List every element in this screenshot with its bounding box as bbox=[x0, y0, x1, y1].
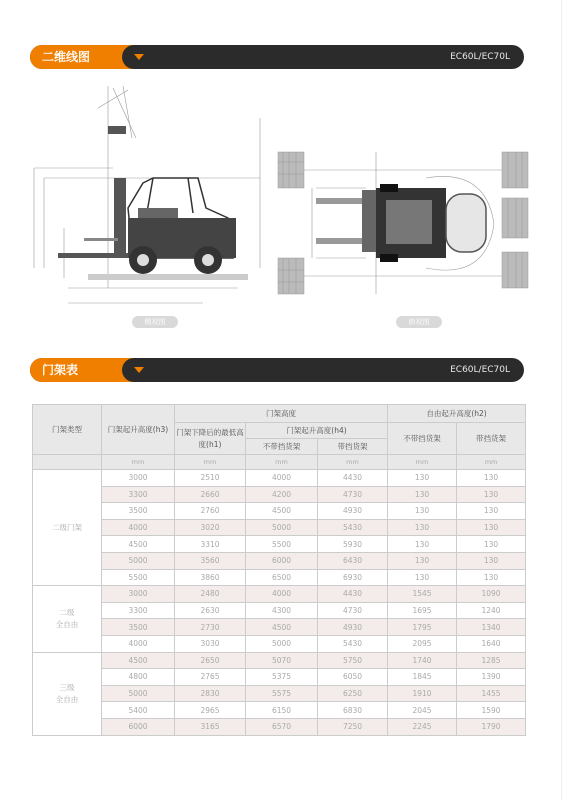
table-cell: 1740 bbox=[388, 652, 457, 669]
table-cell: 1910 bbox=[388, 685, 457, 702]
table-row bbox=[33, 669, 526, 686]
table-cell: 4000 bbox=[246, 470, 318, 487]
table-cell: 1640 bbox=[457, 635, 526, 652]
table-cell: 5000 bbox=[102, 552, 175, 569]
table-cell: 4730 bbox=[318, 602, 388, 619]
table-cell: 2760 bbox=[175, 503, 246, 520]
table-row bbox=[33, 519, 526, 536]
table-cell: 4930 bbox=[318, 503, 388, 520]
table-cell: 3000 bbox=[102, 586, 175, 603]
table-cell: 3300 bbox=[102, 602, 175, 619]
table-cell: 4430 bbox=[318, 586, 388, 603]
table-cell: 1695 bbox=[388, 602, 457, 619]
table-cell: 6430 bbox=[318, 552, 388, 569]
table-cell: 4500 bbox=[102, 652, 175, 669]
chevron-down-icon bbox=[134, 367, 144, 373]
table-cell: 5400 bbox=[102, 702, 175, 719]
table-cell: 2095 bbox=[388, 635, 457, 652]
table-cell: 130 bbox=[457, 503, 526, 520]
unit-cell: mm bbox=[457, 455, 526, 470]
header-h4: 门架起升高度(h4) bbox=[246, 423, 388, 439]
side-view-drawing bbox=[28, 78, 278, 308]
table-row bbox=[33, 503, 526, 520]
table-cell: 130 bbox=[388, 569, 457, 586]
table-cell: 6000 bbox=[102, 718, 175, 735]
table-cell: 6050 bbox=[318, 669, 388, 686]
table-cell: 2045 bbox=[388, 702, 457, 719]
model-label: EC60L/EC70L bbox=[450, 365, 510, 375]
mast-type-cell: 二级门架 bbox=[33, 470, 102, 586]
table-cell: 3560 bbox=[175, 552, 246, 569]
table-cell: 5000 bbox=[246, 635, 318, 652]
side-view-caption: 侧视图 bbox=[132, 316, 178, 328]
table-cell: 5500 bbox=[102, 569, 175, 586]
unit-cell: mm bbox=[175, 455, 246, 470]
table-cell: 6930 bbox=[318, 569, 388, 586]
table-cell: 6500 bbox=[246, 569, 318, 586]
chevron-down-icon bbox=[134, 54, 144, 60]
table-cell: 1240 bbox=[457, 602, 526, 619]
table-cell: 1090 bbox=[457, 586, 526, 603]
table-row bbox=[33, 586, 526, 603]
table-body bbox=[33, 470, 526, 736]
table-cell: 4800 bbox=[102, 669, 175, 686]
header-free-lift: 自由起升高度(h2) bbox=[388, 405, 526, 423]
table-cell: 3300 bbox=[102, 486, 175, 503]
table-cell: 1455 bbox=[457, 685, 526, 702]
table-cell: 3020 bbox=[175, 519, 246, 536]
table-cell: 5430 bbox=[318, 519, 388, 536]
mast-table bbox=[32, 404, 526, 736]
table-cell: 4200 bbox=[246, 486, 318, 503]
table-cell: 4730 bbox=[318, 486, 388, 503]
table-cell: 130 bbox=[457, 536, 526, 553]
header-h1: 门架下降后的最低高度(h1) bbox=[175, 423, 246, 455]
table-cell: 4000 bbox=[246, 586, 318, 603]
table-cell: 1590 bbox=[457, 702, 526, 719]
table-cell: 4430 bbox=[318, 470, 388, 487]
table-cell: 1790 bbox=[457, 718, 526, 735]
table-cell: 2965 bbox=[175, 702, 246, 719]
table-cell: 4300 bbox=[246, 602, 318, 619]
table-cell: 130 bbox=[388, 519, 457, 536]
table-row bbox=[33, 635, 526, 652]
table-cell: 2730 bbox=[175, 619, 246, 636]
table-cell: 1390 bbox=[457, 669, 526, 686]
table-cell: 2510 bbox=[175, 470, 246, 487]
table-cell: 130 bbox=[388, 552, 457, 569]
table-row bbox=[33, 470, 526, 487]
table-row bbox=[33, 685, 526, 702]
table-cell: 5070 bbox=[246, 652, 318, 669]
section-title: 二维线图 bbox=[30, 45, 142, 69]
mast-type-cell: 三级 全自由 bbox=[33, 652, 102, 735]
table-cell: 130 bbox=[457, 519, 526, 536]
table-row bbox=[33, 619, 526, 636]
top-view-drawing bbox=[276, 148, 532, 298]
table-row bbox=[33, 569, 526, 586]
page-edge-line bbox=[561, 0, 562, 800]
table-cell: 4930 bbox=[318, 619, 388, 636]
table-cell: 2830 bbox=[175, 685, 246, 702]
unit-cell: mm bbox=[318, 455, 388, 470]
table-cell: 6000 bbox=[246, 552, 318, 569]
header-mast-type: 门架类型 bbox=[33, 405, 102, 455]
table-cell: 4500 bbox=[246, 503, 318, 520]
top-view-caption: 俯视图 bbox=[396, 316, 442, 328]
table-cell: 5000 bbox=[246, 519, 318, 536]
table-cell: 4500 bbox=[102, 536, 175, 553]
table-cell: 3310 bbox=[175, 536, 246, 553]
unit-cell: mm bbox=[102, 455, 175, 470]
table-cell: 1545 bbox=[388, 586, 457, 603]
unit-cell: mm bbox=[388, 455, 457, 470]
table-cell: 2650 bbox=[175, 652, 246, 669]
table-cell: 130 bbox=[388, 503, 457, 520]
table-row bbox=[33, 602, 526, 619]
table-row bbox=[33, 486, 526, 503]
table-cell: 3860 bbox=[175, 569, 246, 586]
table-cell: 1285 bbox=[457, 652, 526, 669]
table-cell: 130 bbox=[457, 470, 526, 487]
table-cell: 5375 bbox=[246, 669, 318, 686]
table-cell: 6830 bbox=[318, 702, 388, 719]
header-h4-guard: 带挡货架 bbox=[318, 439, 388, 455]
table-cell: 7250 bbox=[318, 718, 388, 735]
table-cell: 2630 bbox=[175, 602, 246, 619]
table-cell: 3500 bbox=[102, 503, 175, 520]
header-h3: 门架起升高度(h3) bbox=[102, 405, 175, 455]
table-cell: 3165 bbox=[175, 718, 246, 735]
section-header-mast-table bbox=[30, 358, 524, 382]
table-row bbox=[33, 702, 526, 719]
unit-cell: mm bbox=[246, 455, 318, 470]
table-cell: 1845 bbox=[388, 669, 457, 686]
model-label: EC60L/EC70L bbox=[450, 52, 510, 62]
table-cell: 6150 bbox=[246, 702, 318, 719]
table-cell: 130 bbox=[388, 486, 457, 503]
table-cell: 2660 bbox=[175, 486, 246, 503]
table-cell: 3000 bbox=[102, 470, 175, 487]
section-title: 门架表 bbox=[30, 358, 142, 382]
header-free-guard: 带挡货架 bbox=[457, 423, 526, 455]
table-cell: 5575 bbox=[246, 685, 318, 702]
table-cell: 130 bbox=[457, 552, 526, 569]
table-cell: 4000 bbox=[102, 519, 175, 536]
table-cell: 1340 bbox=[457, 619, 526, 636]
table-cell: 5500 bbox=[246, 536, 318, 553]
header-h4-no-guard: 不带挡货架 bbox=[246, 439, 318, 455]
table-cell: 2480 bbox=[175, 586, 246, 603]
table-cell: 5430 bbox=[318, 635, 388, 652]
table-cell: 6570 bbox=[246, 718, 318, 735]
section-header-drawings bbox=[30, 45, 524, 69]
table-cell: 2765 bbox=[175, 669, 246, 686]
table-cell: 130 bbox=[388, 536, 457, 553]
table-row bbox=[33, 718, 526, 735]
header-mast-height: 门架高度 bbox=[175, 405, 388, 423]
table-cell: 1795 bbox=[388, 619, 457, 636]
table-cell: 3030 bbox=[175, 635, 246, 652]
table-cell: 6250 bbox=[318, 685, 388, 702]
table-cell: 130 bbox=[457, 486, 526, 503]
table-cell: 130 bbox=[388, 470, 457, 487]
table-row bbox=[33, 552, 526, 569]
table-cell: 4000 bbox=[102, 635, 175, 652]
table-cell: 5930 bbox=[318, 536, 388, 553]
header-free-no-guard: 不带挡货架 bbox=[388, 423, 457, 455]
mast-type-cell: 二级 全自由 bbox=[33, 586, 102, 652]
table-cell: 4500 bbox=[246, 619, 318, 636]
table-row bbox=[33, 536, 526, 553]
table-row bbox=[33, 652, 526, 669]
table-cell: 5000 bbox=[102, 685, 175, 702]
units-row bbox=[33, 455, 526, 470]
table-cell: 5750 bbox=[318, 652, 388, 669]
table-cell: 2245 bbox=[388, 718, 457, 735]
table-cell: 3500 bbox=[102, 619, 175, 636]
table-cell: 130 bbox=[457, 569, 526, 586]
